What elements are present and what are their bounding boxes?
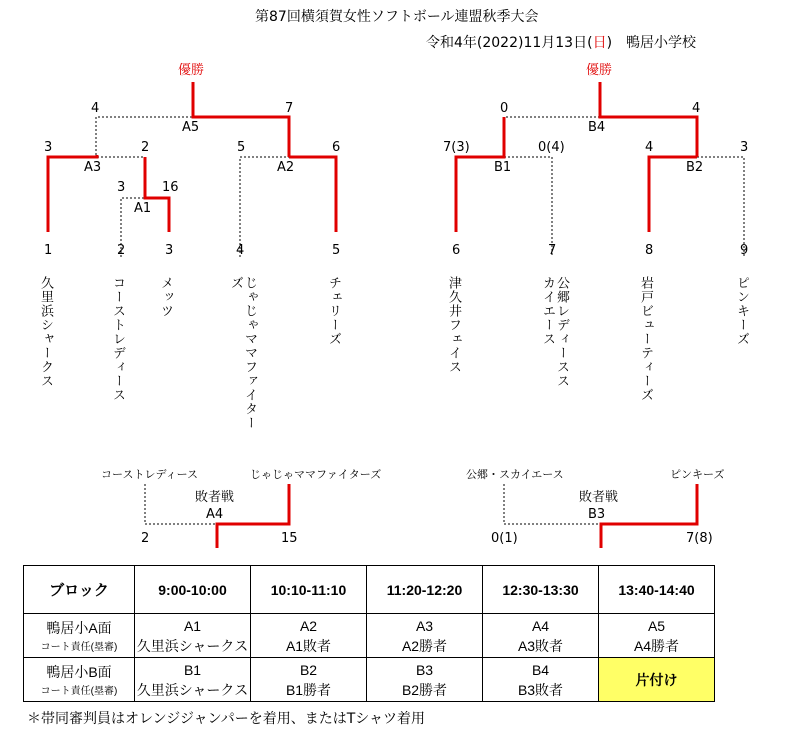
game-a4: A4 (206, 507, 224, 522)
game-a3: A3 (84, 160, 102, 175)
team-6: 津久井フェイス (446, 276, 461, 374)
slot-team: A2勝者 (401, 637, 448, 654)
court-name: 鴨居小B面 (46, 664, 112, 680)
date-prefix: 令和4年(2022)11月13日( (426, 35, 593, 51)
slot-team: 久里浜シャークス (136, 681, 249, 698)
game-b1: B1 (494, 160, 512, 175)
day-of-week: 日 (592, 35, 607, 51)
slot-game: A5 (647, 617, 666, 634)
score-b4-right: 4 (692, 101, 701, 116)
winner-label-b: 優勝 (586, 63, 613, 78)
slot-game: B4 (531, 661, 550, 678)
seed-1: 1 (44, 243, 53, 258)
a2-red-line (289, 157, 336, 232)
header-slot-5: 13:40-14:40 (599, 566, 715, 614)
slot-game: A3 (415, 617, 434, 634)
footnote: ＊帯同審判員はオレンジジャンパーを着用、またはTシャツ着用 (27, 711, 425, 727)
header-slot-2: 10:10-11:10 (251, 566, 367, 614)
slot-cell (251, 658, 367, 702)
score-a1-left: 3 (117, 180, 126, 195)
table-row (24, 658, 715, 702)
team-8: 岩戸ビューティーズ (638, 276, 653, 402)
score-a2-left: 5 (237, 140, 246, 155)
game-b3: B3 (588, 507, 606, 522)
slot-game: B3 (415, 661, 434, 678)
slot-game: B1 (183, 661, 202, 678)
game-a2: A2 (277, 160, 295, 175)
seed-7: 7 (548, 243, 557, 258)
seed-2: 2 (117, 243, 126, 258)
game-a1: A1 (134, 201, 152, 216)
slot-cell (599, 614, 715, 658)
game-b2: B2 (686, 160, 704, 175)
header-block: ブロック (24, 566, 135, 614)
team-5: チェリーズ (326, 276, 341, 346)
cons-a-label: 敗者戦 (195, 490, 235, 505)
slot-cell (483, 614, 599, 658)
slot-cell (135, 614, 251, 658)
slot-team: B1勝者 (285, 681, 332, 698)
cons-a-left-score: 2 (141, 531, 150, 546)
court-name: 鴨居小A面 (46, 620, 112, 636)
slot-cell (483, 658, 599, 702)
slot-team: B2勝者 (401, 681, 448, 698)
score-b4-left: 0 (500, 101, 509, 116)
score-a1-right: 16 (162, 180, 179, 195)
game-b4: B4 (588, 120, 606, 135)
team-2: コーストレディース (110, 276, 125, 402)
seed-3: 3 (165, 243, 174, 258)
team-1: 久里浜シャークス (38, 276, 53, 388)
venue: ) 鴨居小学校 (606, 35, 697, 51)
score-a3-right: 2 (141, 140, 150, 155)
score-a5-left: 4 (91, 101, 100, 116)
cons-b-left-team: 公郷・スカイエース (466, 468, 564, 481)
slot-cell (135, 658, 251, 702)
slot-cell (367, 614, 483, 658)
score-a5-right: 7 (285, 101, 294, 116)
seed-4: 4 (236, 243, 245, 258)
court-role: コート責任(塁審) (40, 686, 118, 697)
cons-b-label: 敗者戦 (579, 490, 619, 505)
page-title: 第87回横須賀女性ソフトボール連盟秋季大会 (255, 9, 539, 25)
b2-black-line (697, 157, 744, 257)
score-a3-left: 3 (44, 140, 53, 155)
seed-5: 5 (332, 243, 341, 258)
game-a5: A5 (182, 120, 200, 135)
header-slot-1: 9:00-10:00 (135, 566, 251, 614)
slot-team: B3敗者 (517, 681, 564, 698)
slot-game: A2 (299, 617, 318, 634)
header-slot-4: 12:30-13:30 (483, 566, 599, 614)
cleanup-label: 片付け (635, 671, 678, 688)
winner-label-a: 優勝 (178, 63, 205, 78)
score-b1-right: 0(4) (538, 140, 565, 155)
seed-8: 8 (645, 243, 654, 258)
slot-cell (251, 614, 367, 658)
header-slot-3: 11:20-12:20 (367, 566, 483, 614)
score-b2-right: 3 (740, 140, 749, 155)
cons-a-left-team: コーストレディース (101, 468, 199, 481)
slot-cell (367, 658, 483, 702)
score-a2-right: 6 (332, 140, 341, 155)
court-cell (24, 614, 135, 658)
schedule-table (23, 565, 715, 702)
cons-b-right-score: 7(8) (686, 531, 713, 546)
court-cell (24, 658, 135, 702)
team-3: メッツ (158, 276, 173, 318)
slot-team: A4勝者 (633, 637, 680, 654)
score-b2-left: 4 (645, 140, 654, 155)
slot-game: A1 (183, 617, 202, 634)
table-row (24, 614, 715, 658)
cleanup-cell (599, 658, 715, 702)
cons-b-left-score: 0(1) (491, 531, 518, 546)
schedule-header-row (24, 566, 715, 614)
cons-b-right-team: ピンキーズ (670, 468, 725, 481)
slot-game: A4 (531, 617, 550, 634)
team-7: 公郷レディーススカイエース (540, 276, 569, 388)
slot-game: B2 (299, 661, 318, 678)
seed-6: 6 (452, 243, 461, 258)
slot-team: A3敗者 (517, 637, 564, 654)
seed-9: 9 (740, 243, 749, 258)
team-9: ピンキーズ (734, 276, 749, 346)
court-role: コート責任(塁審) (40, 642, 118, 653)
team-4: じゃじゃママファイターズ (228, 276, 257, 430)
slot-team: A1敗者 (285, 637, 332, 654)
cons-a-right-score: 15 (281, 531, 298, 546)
score-b1-left: 7(3) (443, 140, 470, 155)
slot-team: 久里浜シャークス (136, 637, 249, 654)
cons-a-right-team: じゃじゃママファイターズ (250, 468, 382, 481)
